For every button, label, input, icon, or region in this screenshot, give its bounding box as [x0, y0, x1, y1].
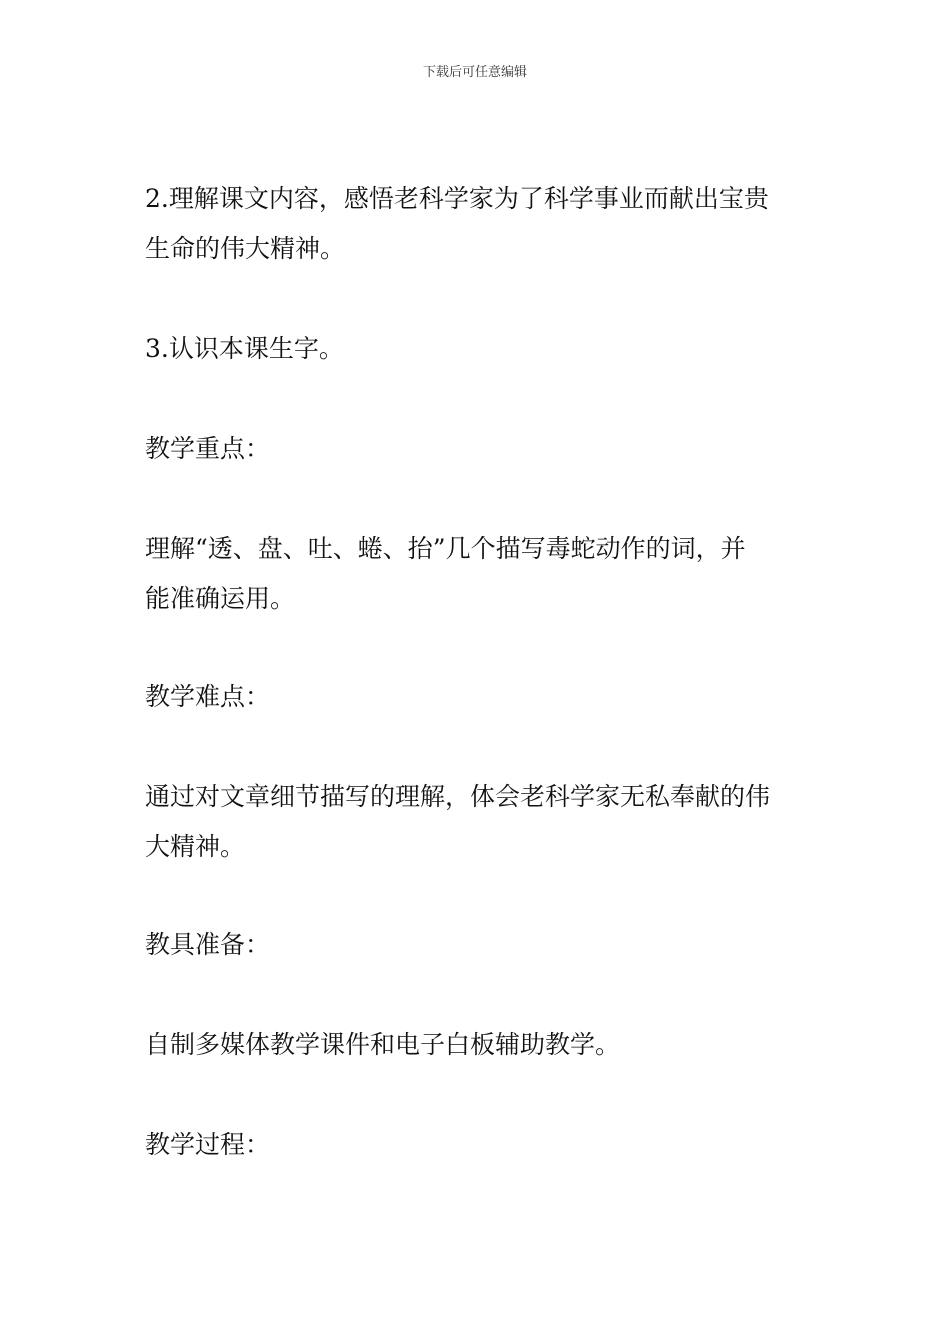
difficulties-line-1: 通过对文章细节描写的理解，体会老科学家无私奉献的伟 [145, 782, 771, 811]
process-heading: 教学过程： [145, 1130, 271, 1159]
difficulties-line-2: 大精神。 [145, 832, 246, 861]
key-points-line-1: 理解“透、盘、吐、蜷、抬”几个描写毒蛇动作的词，并 [145, 534, 746, 563]
materials-paragraph: 自制多媒体教学课件和电子白板辅助教学。 [145, 1030, 621, 1059]
objective-3-paragraph: 3.认识本课生字。 [145, 334, 344, 363]
objective-2-paragraph [145, 174, 810, 274]
key-points-heading: 教学重点： [145, 434, 271, 463]
key-points-paragraph [145, 524, 810, 624]
difficulties-paragraph [145, 772, 810, 872]
page-header: 下载后可任意编辑 [422, 65, 527, 80]
objective-2-line-1: 2.理解课文内容，感悟老科学家为了科学事业而献出宝贵 [145, 184, 769, 213]
objective-2-line-2: 生命的伟大精神。 [145, 234, 346, 263]
materials-heading: 教具准备： [145, 930, 271, 959]
difficulties-heading: 教学难点： [145, 682, 271, 711]
key-points-line-2: 能准确运用。 [145, 584, 296, 613]
